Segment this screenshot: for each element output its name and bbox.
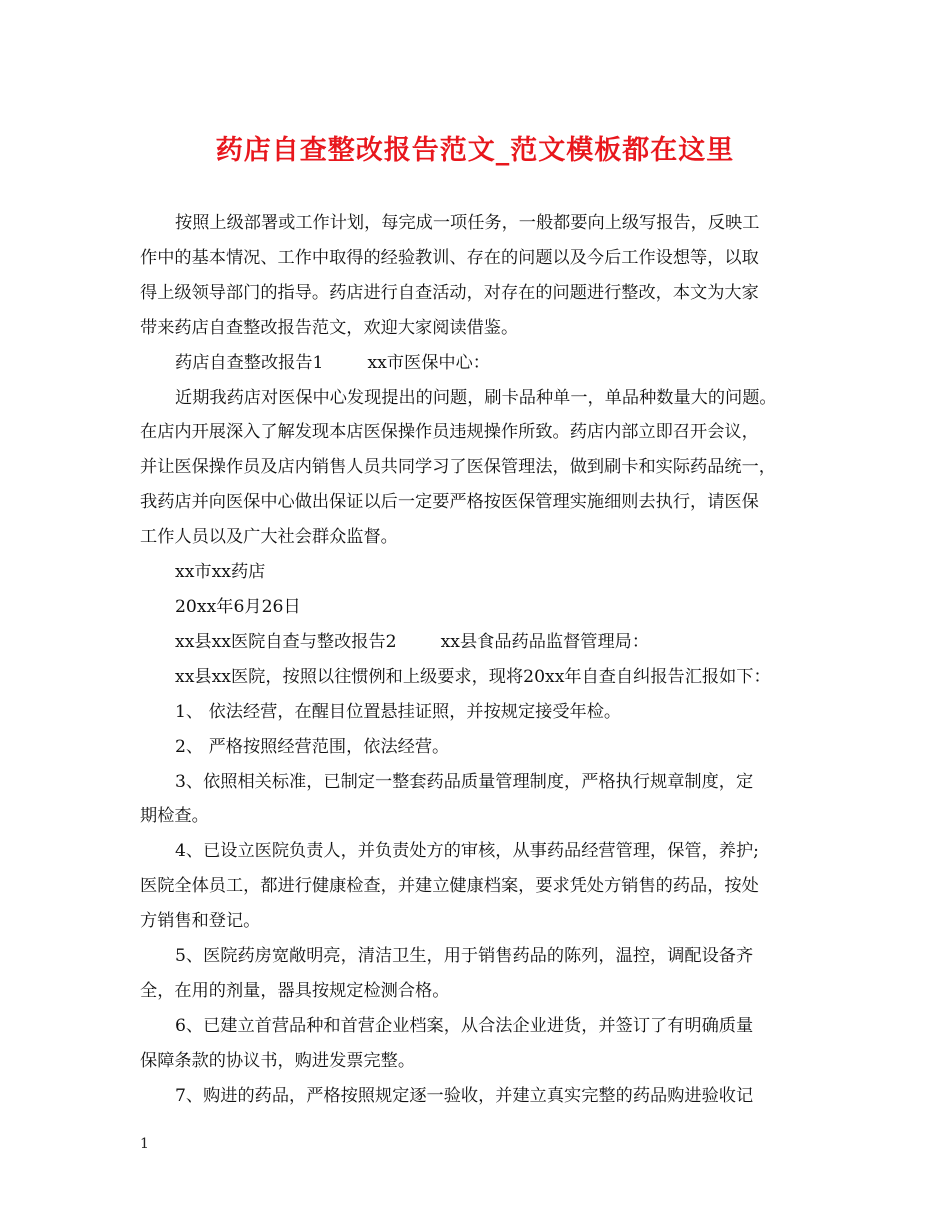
paragraph-line: 带来药店自查整改报告范文，欢迎大家阅读借鉴。 [140,317,519,338]
paragraph-line: 作中的基本情况、工作中取得的经验教训、存在的问题以及今后工作设想等，以取 [140,247,759,268]
document-body [140,206,810,1114]
document-title: 药店自查整改报告范文_范文模板都在这里 [215,135,735,166]
report1-heading: 药店自查整改报告1 [175,352,324,373]
paragraph-line: 全，在用的剂量，器具按规定检测合格。 [140,980,450,1001]
list-item: 6、已建立首营品种和首营企业档案，从合法企业进货，并签订了有明确质量 [175,1015,754,1036]
list-item: 7、购进的药品，严格按照规定逐一验收，并建立真实完整的药品购进验收记 [175,1085,754,1106]
report2-addressee: xx县食品药品监督管理局： [440,631,650,652]
list-item: 4、已设立医院负责人，并负责处方的审核，从事药品经营管理，保管，养护; [175,841,759,862]
report1-addressee: xx市医保中心： [367,352,490,373]
report-heading-line [140,346,810,381]
list-item: 2、 严格按照经营范围，依法经营。 [175,736,450,757]
paragraph-line: 医院全体员工，都进行健康检查，并建立健康档案，要求凭处方销售的药品，按处 [140,876,759,897]
report2-heading: xx县xx医院自查与整改报告2 [175,631,397,652]
paragraph-line: 期检查。 [140,806,209,827]
signature-line: xx市xx药店 [175,562,266,583]
list-item: 1、 依法经营，在醒目位置悬挂证照，并按规定接受年检。 [175,701,622,722]
list-item: 3、依照相关标准，已制定一整套药品质量管理制度，严格执行规章制度，定 [175,771,754,792]
paragraph-line: 得上级领导部门的指导。药店进行自查活动，对存在的问题进行整改，本文为大家 [140,282,759,303]
list-item: 5、医院药房宽敞明亮，清洁卫生，用于销售药品的陈列，温控，调配设备齐 [175,946,754,967]
paragraph-line: 在店内开展深入了解发现本店医保操作员违规操作所致。药店内部立即召开会议， [140,422,759,443]
paragraph-line: 并让医保操作员及店内销售人员共同学习了医保管理法，做到刷卡和实际药品统一， [140,457,776,478]
page-number: 1 [140,1136,149,1152]
paragraph-line: 工作人员以及广大社会群众监督。 [140,527,398,548]
paragraph-line: 按照上级部署或工作计划，每完成一项任务，一般都要向上级写报告，反映工 [175,213,760,233]
paragraph-line: 我药店并向医保中心做出保证以后一定要严格按医保管理实施细则去执行，请医保 [140,492,759,513]
date-line: 20xx年6月26日 [175,596,301,617]
paragraph-line: xx县xx医院，按照以往惯例和上级要求，现将20xx年自查自纠报告汇报如下： [175,666,771,687]
paragraph-line: 近期我药店对医保中心发现提出的问题，刷卡品种单一，单品种数量大的问题。 [175,387,777,408]
paragraph-line: 方销售和登记。 [140,911,261,932]
report-heading-line [140,625,810,660]
paragraph-line: 保障条款的协议书，购进发票完整。 [140,1050,416,1071]
